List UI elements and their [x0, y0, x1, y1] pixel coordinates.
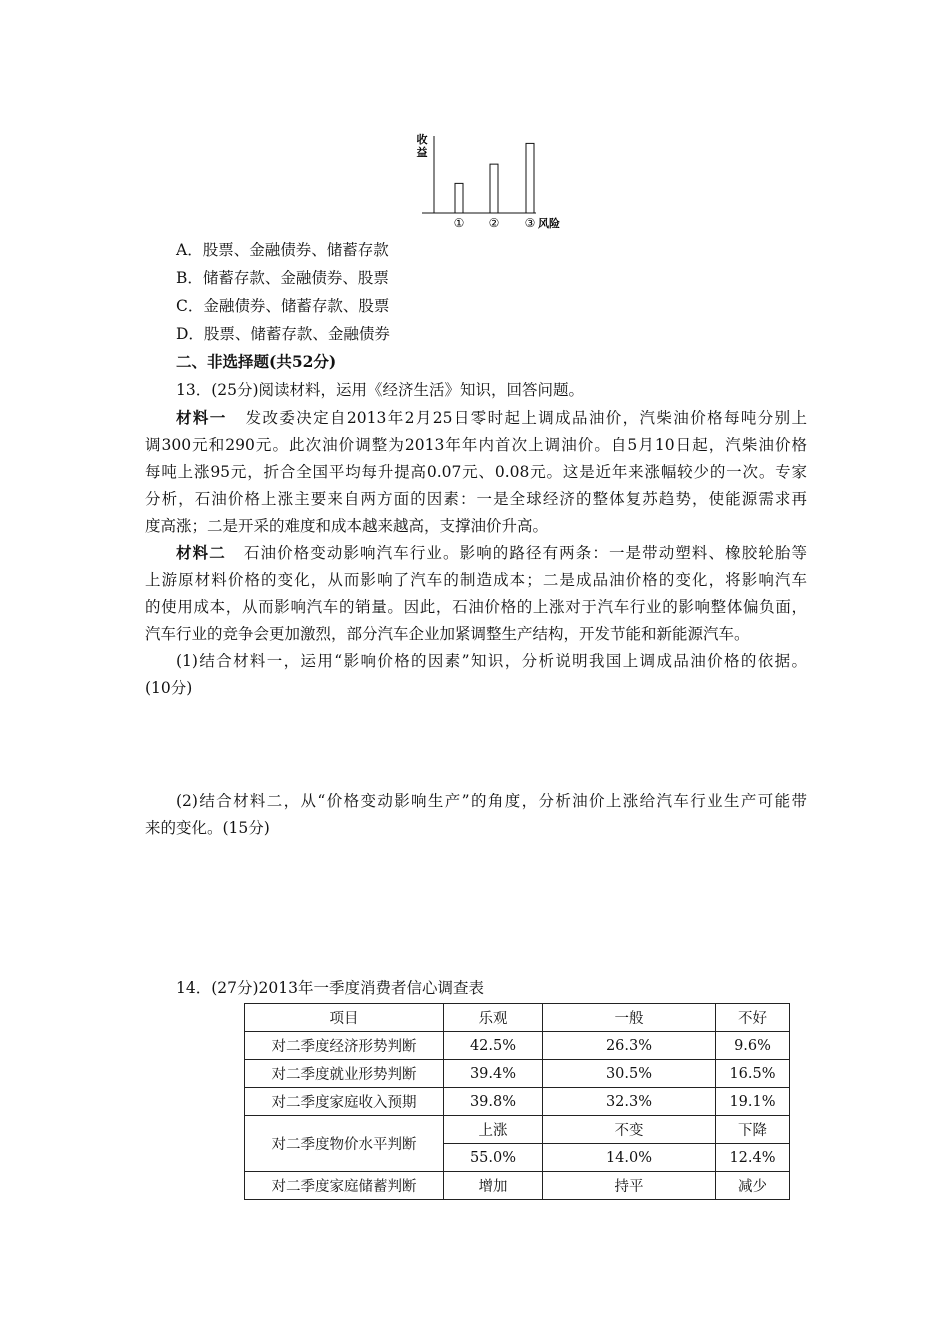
q13-sub2-cont: 来的变化。(15分)	[145, 819, 270, 837]
q13-sub1: (1)结合材料一，运用“影响价格的因素”知识，分析说明我国上调成品油价格的依据。	[176, 652, 807, 670]
table-row	[245, 1116, 790, 1144]
table-row	[245, 1172, 790, 1200]
option-d: D．股票、储蓄存款、金融债券	[176, 325, 390, 343]
table-cell: 14.0%	[543, 1144, 716, 1172]
y-axis-label: 收	[416, 133, 428, 146]
risk-return-chart	[410, 128, 580, 234]
bar	[490, 164, 498, 213]
material-1-label: 材料一	[176, 408, 227, 427]
table-cell: 12.4%	[716, 1144, 790, 1172]
header-cell: 一般	[543, 1004, 716, 1032]
header-cell: 不好	[716, 1004, 790, 1032]
row-label: 对二季度就业形势判断	[245, 1060, 444, 1088]
q13-intro: 13．(25分)阅读材料，运用《经济生活》知识，回答问题。	[176, 381, 585, 399]
q13-sub2: (2)结合材料二，从“价格变动影响生产”的角度，分析油价上涨给汽车行业生产可能带	[176, 792, 807, 810]
sub-header-cell: 上涨	[444, 1116, 543, 1144]
table-cell: 39.4%	[444, 1060, 543, 1088]
table-cell: 30.5%	[543, 1060, 716, 1088]
table-header-row	[245, 1004, 790, 1032]
table-cell: 16.5%	[716, 1060, 790, 1088]
x-tick-label: ①	[453, 216, 465, 230]
table-row	[245, 1032, 790, 1060]
material-1-line: 度高涨；二是开采的难度和成本越来越高，支撑油价升高。	[145, 517, 549, 535]
row-label: 对二季度家庭储蓄判断	[245, 1172, 444, 1200]
table-cell: 42.5%	[444, 1032, 543, 1060]
x-axis-label: 风险	[538, 217, 560, 230]
bar	[526, 143, 534, 213]
material-2-line: 的使用成本，从而影响汽车的销量。因此，石油价格的上涨对于汽车行业的影响整体偏负面，	[145, 598, 807, 616]
chart-labels	[417, 132, 561, 230]
material-1-line: 调300元和290元。此次油价调整为2013年年内首次上调油价。自5月10日起，汽柴油价格	[145, 436, 807, 454]
material-2-line: 上游原材料价格的变化，从而影响了汽车的制造成本；二是成品油价格的变化，将影响汽车	[145, 571, 807, 589]
table-row	[245, 1088, 790, 1116]
option-c: C．金融债券、储蓄存款、股票	[176, 297, 390, 315]
row-label: 对二季度经济形势判断	[245, 1032, 444, 1060]
material-1-line: 每吨上涨95元，折合全国平均每升提高0.07元、0.08元。这是近年来涨幅较少的一次。专家	[145, 463, 807, 481]
material-1-line: 分析，石油价格上涨主要来自两方面的因素：一是全球经济的整体复苏趋势，使能源需求再	[145, 490, 807, 508]
x-tick-label: ③	[524, 216, 536, 230]
survey-table	[244, 1003, 790, 1200]
material-2-line: 汽车行业的竞争会更加激烈，部分汽车企业加紧调整生产结构，开发节能和新能源汽车。	[145, 625, 750, 643]
table-cell: 39.8%	[444, 1088, 543, 1116]
material-2-line: 材料二 石油价格变动影响汽车行业。影响的路径有两条：一是带动塑料、橡胶轮胎等	[176, 543, 807, 562]
bar	[455, 183, 463, 213]
material-2-label: 材料二	[176, 543, 226, 562]
header-cell: 乐观	[444, 1004, 543, 1032]
y-axis-label: 益	[416, 146, 428, 159]
chart-axes	[422, 136, 536, 213]
table-cell: 减少	[716, 1172, 790, 1200]
section-heading: 二、非选择题(共52分)	[176, 352, 337, 371]
table-cell: 55.0%	[444, 1144, 543, 1172]
table-row	[245, 1060, 790, 1088]
row-label: 对二季度家庭收入预期	[245, 1088, 444, 1116]
sub-header-cell: 不变	[543, 1116, 716, 1144]
table-cell: 26.3%	[543, 1032, 716, 1060]
row-label: 对二季度物价水平判断	[245, 1116, 444, 1172]
chart-bars	[455, 143, 534, 213]
table-cell: 持平	[543, 1172, 716, 1200]
x-tick-label: ②	[488, 216, 500, 230]
option-a: A．股票、金融债券、储蓄存款	[176, 241, 389, 259]
header-cell: 项目	[245, 1004, 444, 1032]
q13-sub1-points: (10分)	[145, 679, 193, 697]
table-cell: 32.3%	[543, 1088, 716, 1116]
option-b: B．储蓄存款、金融债券、股票	[176, 269, 389, 287]
material-1-line: 材料一 发改委决定自2013年2月25日零时起上调成品油价，汽柴油价格每吨分别上	[176, 408, 807, 427]
table-cell: 增加	[444, 1172, 543, 1200]
table-cell: 19.1%	[716, 1088, 790, 1116]
q14-title: 14．(27分)2013年一季度消费者信心调查表	[176, 979, 484, 997]
sub-header-cell: 下降	[716, 1116, 790, 1144]
table-cell: 9.6%	[716, 1032, 790, 1060]
